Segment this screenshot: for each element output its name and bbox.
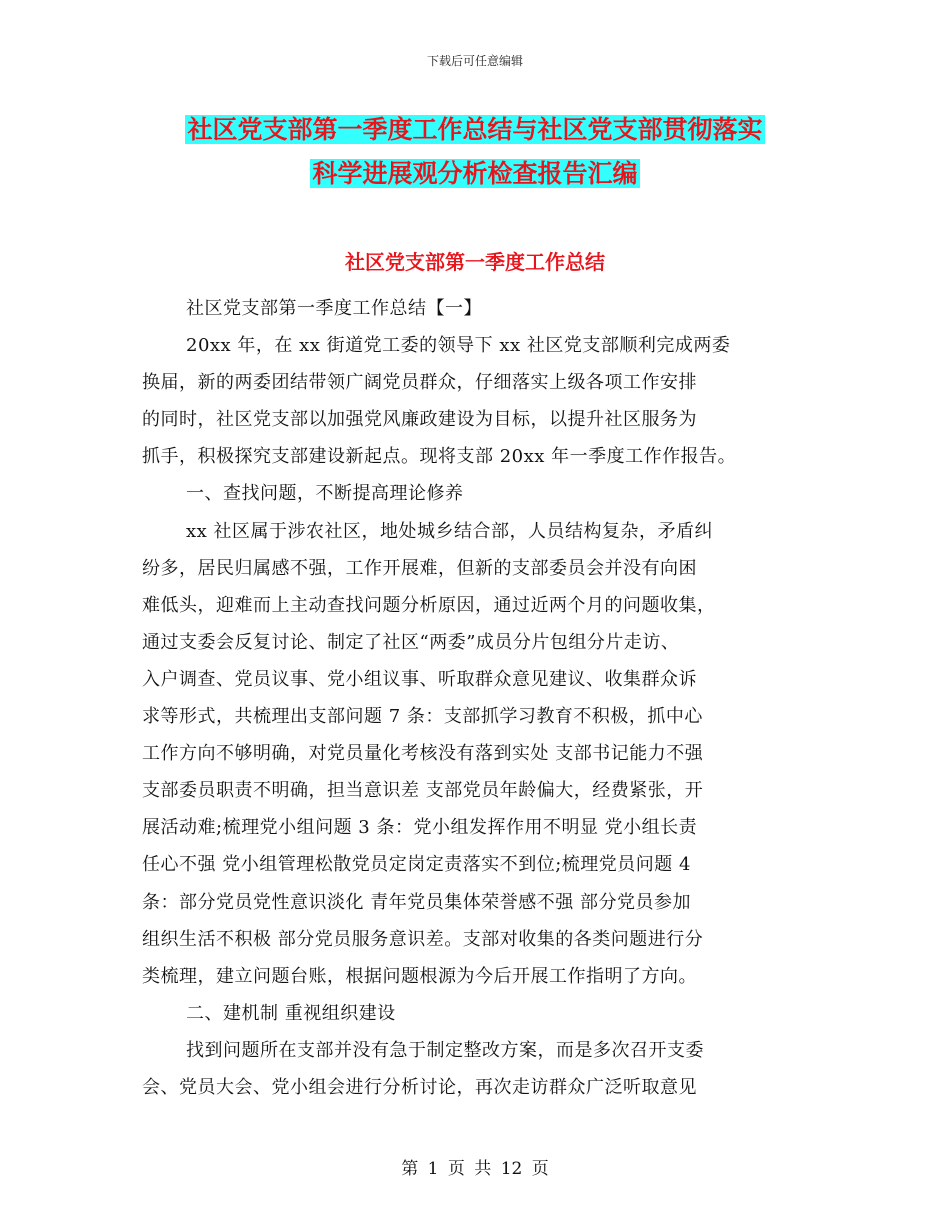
paragraph-line: 展活动难;梳理党小组问题 3 条：党小组发挥作用不明显 党小组长责: [142, 817, 698, 839]
section-title: 社区党支部第一季度工作总结: [345, 250, 605, 274]
paragraph-line: 入户调查、党员议事、党小组议事、听取群众意见建议、收集群众诉: [142, 668, 697, 690]
paragraph-line: 抓手，积极探究支部建设新起点。现将支部 20xx 年一季度工作作报告。: [142, 446, 737, 468]
subheading-part-one: 社区党支部第一季度工作总结【一】: [186, 298, 482, 319]
main-title-line-1: [0, 111, 950, 149]
paragraph-line: 难低头，迎难而上主动查找问题分析原因，通过近两个月的问题收集，: [142, 594, 716, 616]
paragraph-line: 的同时，社区党支部以加强党风廉政建设为目标，以提升社区服务为: [142, 409, 697, 431]
paragraph-line: 条：部分党员党性意识淡化 青年党员集体荣誉感不强 部分党员参加: [142, 891, 691, 913]
paragraph-line: 工作方向不够明确，对党员量化考核没有落到实处 支部书记能力不强: [142, 743, 704, 765]
paragraph-line: xx 社区属于涉农社区，地处城乡结合部，人员结构复杂，矛盾纠: [186, 520, 714, 542]
paragraph-line: 求等形式，共梳理出支部问题 7 条：支部抓学习教育不积极，抓中心: [142, 706, 703, 728]
paragraph-line: 支部委员职责不明确，担当意识差 支部党员年龄偏大，经费紧张，开: [142, 780, 704, 802]
page-footer: 第 1 页 共 12 页: [401, 1159, 549, 1179]
paragraph-line: 找到问题所在支部并没有急于制定整改方案，而是多次召开支委: [186, 1039, 704, 1061]
main-title-line-2: [0, 155, 950, 193]
paragraph-line: 任心不强 党小组管理松散党员定岗定责落实不到位;梳理党员问题 4: [142, 854, 691, 876]
section-heading-one: 一、查找问题，不断提高理论修养: [186, 483, 464, 505]
paragraph-line: 纷多，居民归属感不强，工作开展难，但新的支部委员会并没有向困: [142, 557, 697, 579]
paragraph-line: 类梳理，建立问题台账，根据问题根源为今后开展工作指明了方向。: [142, 965, 697, 987]
paragraph-line: 会、党员大会、党小组会进行分析讨论，再次走访群众广泛听取意见: [142, 1076, 697, 1098]
paragraph-line: 通过支委会反复讨论、制定了社区“两委”成员分片包组分片走访、: [142, 631, 680, 653]
main-title-line-1-text: 社区党支部第一季度工作总结与社区党支部贯彻落实: [187, 115, 763, 144]
document-body: [142, 290, 812, 1106]
paragraph-line: 20xx 年，在 xx 街道党工委的领导下 xx 社区党支部顺利完成两委: [186, 335, 731, 357]
header-note: 下载后可任意编辑: [426, 54, 523, 68]
main-title-line-2-text: 科学进展观分析检查报告汇编: [312, 159, 638, 188]
section-heading-two: 二、建机制 重视组织建设: [186, 1002, 396, 1024]
paragraph-line: 组织生活不积极 部分党员服务意识差。支部对收集的各类问题进行分: [142, 928, 704, 950]
paragraph-line: 换届，新的两委团结带领广阔党员群众，仔细落实上级各项工作安排: [142, 372, 697, 394]
